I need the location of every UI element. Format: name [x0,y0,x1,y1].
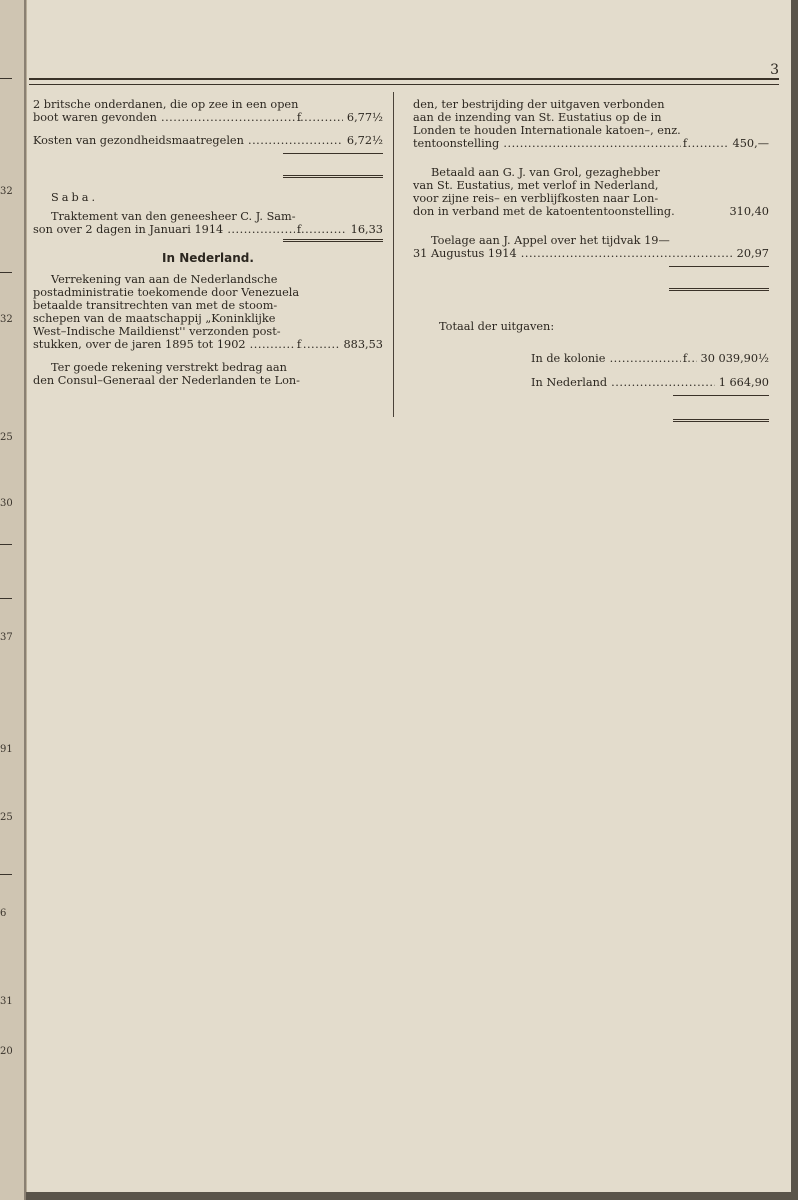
entry-text: postadministratie toekomende door Venezuela [33,286,300,299]
entry-text: Betaald aan G. J. van Grol, gezaghebber [431,166,660,179]
header-rule [29,78,779,80]
edge-number: 30 [0,498,13,509]
entry-text: 31 Augustus 1914 ..... [413,247,769,260]
ledger-entry [413,98,769,150]
entry-text: Traktement van den geneesheer C. J. Sam- [51,210,296,223]
entry-amount: 883,53 [339,338,383,351]
edge-rule [0,78,12,79]
entry-text: Kosten van gezondheidsmaatregelen ..... [33,134,383,147]
entry-text: West–Indische Maildienst'' verzonden post- [33,325,281,338]
entry-text: aan de inzending van St. Eustatius op de in [413,111,662,124]
total-row-nederland [531,371,769,395]
right-column [413,98,769,423]
entry-text: schepen van de maatschappij „Koninklijke [33,312,276,325]
document-page [26,0,791,1192]
section-heading-nederland: In Nederland. [162,251,254,265]
entry-text: van St. Eustatius, met verlof in Nederland, [413,179,659,192]
total-row-label: In Nederland ..... [531,376,769,389]
edge-number: 91 [0,744,13,755]
previous-page-edge [0,0,26,1200]
section-heading-saba: Saba. [51,191,99,204]
edge-number: 32 [0,314,13,325]
entry-text: voor zijne reis– en verblijfkosten naar Lon- [413,192,659,205]
page-number: 3 [770,62,779,78]
entry-text: den, ter bestrijding der uitgaven verbonden [413,98,665,111]
entry-text: boot waren gevonden ..... [33,111,383,124]
edge-rule [0,544,12,545]
entry-amount: 450,— [729,137,769,150]
entry-text: Toelage aan J. Appel over het tijdvak 19— [431,234,670,247]
ledger-entry [413,234,769,260]
entry-text: tentoonstelling ..... [413,137,769,150]
entry-text: Verrekening van aan de Nederlandsche [51,273,278,286]
currency-symbol: f [682,137,687,150]
total-row-amount: 1 664,90 [715,371,769,395]
currency-symbol: f [296,111,301,124]
ledger-entry [33,98,383,124]
entry-text: betaalde transitrechten van met de stoom- [33,299,278,312]
ledger-entry [33,210,383,236]
edge-number: 37 [0,632,13,643]
edge-number: 25 [0,812,13,823]
entry-amount: 20,97 [733,247,769,260]
header-rule-thin [29,84,779,85]
left-column [33,98,383,387]
subtotal-row [413,266,769,288]
entry-amount: 6,77½ [343,111,383,124]
ledger-entry [413,166,769,218]
currency-symbol: f [296,338,301,351]
edge-rule [0,874,12,875]
edge-rule [0,598,12,599]
total-row-label: In de kolonie ..... [531,352,769,365]
total-row-kolonie [531,347,769,371]
edge-number: 6 [0,908,7,919]
currency-symbol: f [681,347,687,371]
entry-text: Ter goede rekening verstrekt bedrag aan [51,361,287,374]
entry-amount: 310,40 [725,205,769,218]
entry-amount: 6,72½ [343,134,383,147]
edge-number: 20 [0,1046,13,1057]
edge-number: 25 [0,432,13,443]
edge-number: 32 [0,186,13,197]
entry-text: don in verband met de katoententoonstelling. [413,205,675,218]
currency-symbol: f [296,223,301,236]
grand-total-row [531,395,769,419]
entry-text: den Consul–Generaal der Nederlanden te Lon- [33,374,300,387]
ledger-entry [33,273,383,351]
entry-text: stukken, over de jaren 1895 tot 1902 ..... [33,338,383,351]
entry-text: 2 britsche onderdanen, die op zee in een open [33,98,299,111]
ledger-entry [33,134,383,147]
subtotal-row [33,153,383,175]
total-label: Totaal der uitgaven: [439,320,555,333]
entry-text: Londen te houden Internationale katoen–, enz. [413,124,681,137]
total-row-amount: 30 039,90½ [697,347,769,371]
column-divider [393,92,394,417]
ledger-entry [33,361,383,387]
edge-rule [0,272,12,273]
entry-text: son over 2 dagen in Januari 1914 ..... [33,223,383,236]
entry-amount: 16,33 [347,223,383,236]
edge-number: 31 [0,996,13,1007]
